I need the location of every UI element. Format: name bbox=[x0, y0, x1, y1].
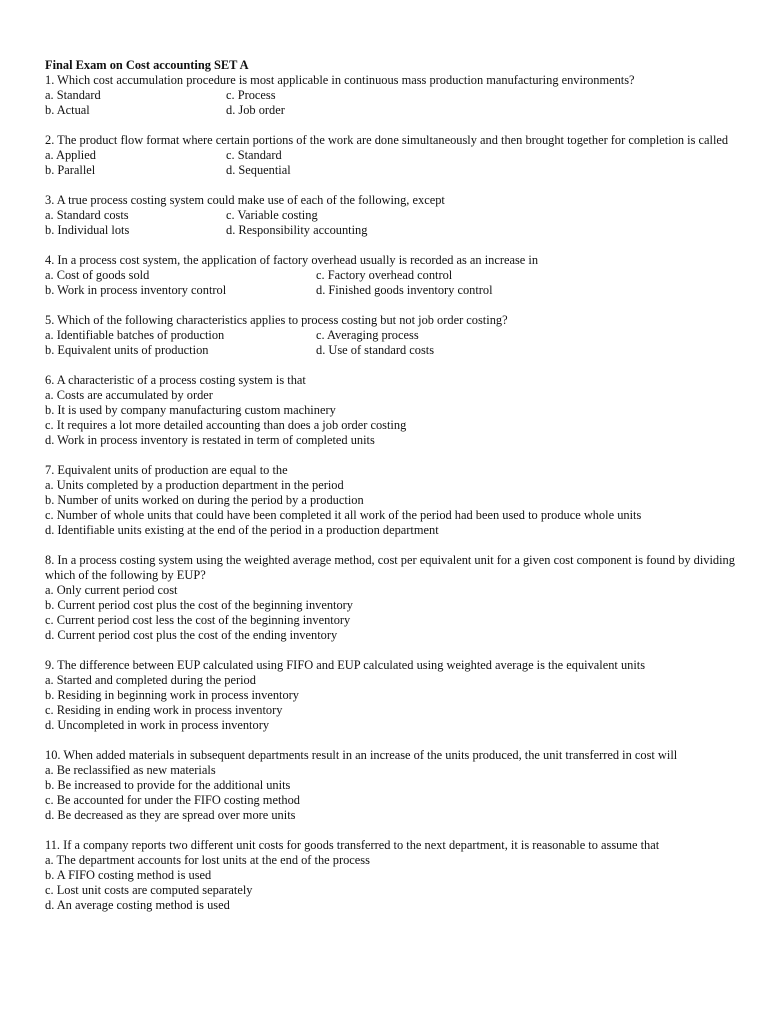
option-b: b. It is used by company manufacturing custom machinery bbox=[45, 403, 336, 417]
option-c: c. Averaging process bbox=[316, 328, 419, 342]
option-a: a. Costs are accumulated by order bbox=[45, 388, 213, 402]
question-text: 7. Equivalent units of production are equal to the bbox=[45, 463, 288, 477]
question-1 bbox=[45, 73, 738, 118]
options bbox=[45, 763, 738, 823]
options bbox=[45, 88, 738, 118]
option-b: b. Number of units worked on during the period by a production bbox=[45, 493, 364, 507]
options bbox=[45, 268, 738, 298]
option-a: a. Identifiable batches of production bbox=[45, 328, 225, 342]
option-d: d. An average costing method is used bbox=[45, 898, 230, 912]
option-d: d. Job order bbox=[226, 103, 285, 117]
options bbox=[45, 148, 738, 178]
option-d: d. Sequential bbox=[226, 163, 291, 177]
option-a: a. The department accounts for lost units at the end of the process bbox=[45, 853, 370, 867]
exam-title: Final Exam on Cost accounting SET A bbox=[45, 58, 249, 72]
option-a: a. Applied bbox=[45, 148, 96, 162]
option-d: d. Work in process inventory is restated in term of completed units bbox=[45, 433, 375, 447]
question-text: 10. When added materials in subsequent departments result in an increase of the units produced, the unit transferred in cost will bbox=[45, 748, 678, 762]
option-b: b. Residing in beginning work in process inventory bbox=[45, 688, 299, 702]
option-a: a. Cost of goods sold bbox=[45, 268, 150, 282]
question-8 bbox=[45, 553, 738, 643]
question-3 bbox=[45, 193, 738, 238]
option-d: d. Be decreased as they are spread over more units bbox=[45, 808, 296, 822]
option-a: a. Standard bbox=[45, 88, 101, 102]
option-b: b. Be increased to provide for the additional units bbox=[45, 778, 291, 792]
question-5 bbox=[45, 313, 738, 358]
question-text: 11. If a company reports two different unit costs for goods transferred to the next department, it is reasonable to assume that bbox=[45, 838, 660, 852]
option-d: d. Uncompleted in work in process inventory bbox=[45, 718, 270, 732]
question-text: 5. Which of the following characteristics applies to process costing but not job order costing? bbox=[45, 313, 508, 327]
question-text: 6. A characteristic of a process costing system is that bbox=[45, 373, 306, 387]
question-text: 8. In a process costing system using the weighted average method, cost per equivalent unit for a given cost component is found by dividing which of the following by EUP? bbox=[45, 553, 735, 582]
option-c: c. Current period cost less the cost of the beginning inventory bbox=[45, 613, 351, 627]
option-d: d. Responsibility accounting bbox=[226, 223, 368, 237]
question-text: 4. In a process cost system, the application of factory overhead usually is recorded as an increase in bbox=[45, 253, 539, 267]
options bbox=[45, 328, 738, 358]
question-6 bbox=[45, 373, 738, 448]
question-4 bbox=[45, 253, 738, 298]
option-b: b. Parallel bbox=[45, 163, 96, 177]
option-d: d. Identifiable units existing at the end of the period in a production department bbox=[45, 523, 439, 537]
option-a: a. Standard costs bbox=[45, 208, 129, 222]
option-c: c. It requires a lot more detailed accounting than does a job order costing bbox=[45, 418, 407, 432]
option-a: a. Only current period cost bbox=[45, 583, 178, 597]
question-text: 3. A true process costing system could make use of each of the following, except bbox=[45, 193, 445, 207]
option-b: b. Actual bbox=[45, 103, 90, 117]
question-9 bbox=[45, 658, 738, 733]
option-a: a. Be reclassified as new materials bbox=[45, 763, 216, 777]
question-10 bbox=[45, 748, 738, 823]
option-c: c. Process bbox=[226, 88, 276, 102]
option-c: c. Variable costing bbox=[226, 208, 318, 222]
option-c: c. Residing in ending work in process inventory bbox=[45, 703, 283, 717]
options bbox=[45, 208, 738, 238]
option-b: b. Current period cost plus the cost of the beginning inventory bbox=[45, 598, 353, 612]
option-a: a. Units completed by a production department in the period bbox=[45, 478, 344, 492]
option-c: c. Be accounted for under the FIFO costing method bbox=[45, 793, 300, 807]
question-2 bbox=[45, 133, 738, 178]
option-d: d. Finished goods inventory control bbox=[316, 283, 493, 297]
option-b: b. Work in process inventory control bbox=[45, 283, 227, 297]
option-b: b. Individual lots bbox=[45, 223, 130, 237]
option-c: c. Standard bbox=[226, 148, 282, 162]
options bbox=[45, 853, 738, 913]
options bbox=[45, 388, 738, 448]
option-c: c. Lost unit costs are computed separately bbox=[45, 883, 253, 897]
options bbox=[45, 673, 738, 733]
option-a: a. Started and completed during the period bbox=[45, 673, 256, 687]
option-c: c. Factory overhead control bbox=[316, 268, 453, 282]
option-d: d. Use of standard costs bbox=[316, 343, 435, 357]
option-b: b. A FIFO costing method is used bbox=[45, 868, 212, 882]
option-b: b. Equivalent units of production bbox=[45, 343, 209, 357]
options bbox=[45, 583, 738, 643]
options bbox=[45, 478, 738, 538]
question-text: 2. The product flow format where certain portions of the work are done simultaneously and then brought together for completion is called bbox=[45, 133, 729, 147]
option-d: d. Current period cost plus the cost of the ending inventory bbox=[45, 628, 338, 642]
question-text: 9. The difference between EUP calculated using FIFO and EUP calculated using weighted average is the equivalent units bbox=[45, 658, 646, 672]
option-c: c. Number of whole units that could have been completed it all work of the period had been used to produce whole units bbox=[45, 508, 642, 522]
question-text: 1. Which cost accumulation procedure is most applicable in continuous mass production manufacturing environments? bbox=[45, 73, 635, 87]
question-11 bbox=[45, 838, 738, 913]
question-7 bbox=[45, 463, 738, 538]
